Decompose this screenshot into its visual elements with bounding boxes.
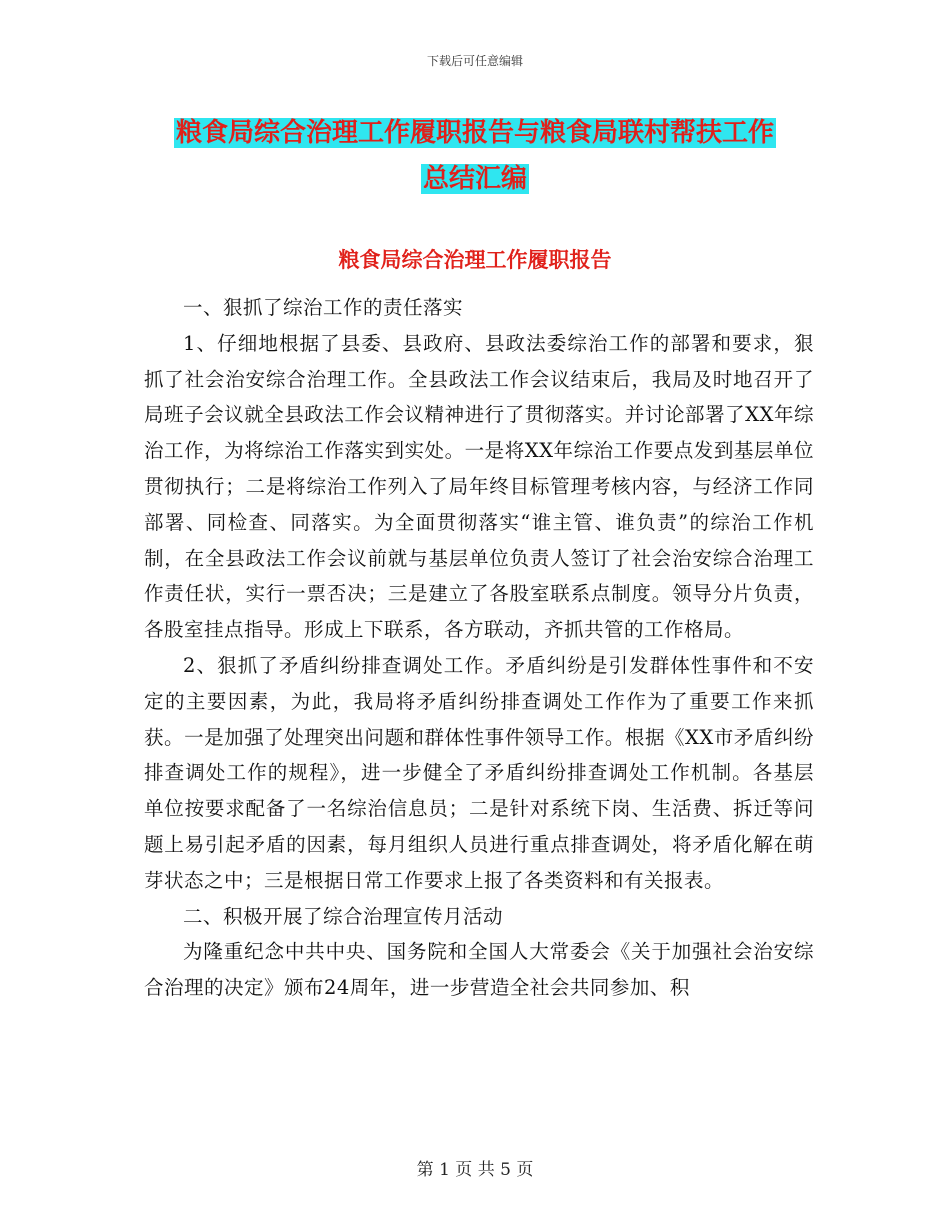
- document-body: [144, 290, 814, 1006]
- header-note: 下载后可任意编辑: [426, 54, 523, 68]
- document-title-line-2: 总结汇编: [422, 164, 527, 194]
- document-title-line-1: 粮食局综合治理工作履职报告与粮食局联村帮扶工作: [175, 118, 774, 148]
- paragraph: 一、狠抓了综治工作的责任落实: [183, 296, 464, 319]
- paragraph: 1、仔细地根据了县委、县政府、县政法委综治工作的部署和要求，狠抓了社会治安综合治理工作。全县政法工作会议结束后，我局及时地召开了局班子会议就全县政法工作会议精神进行了贯彻落实。并讨论部署了XX年综治工作，为将综治工作落实到实处。一是将XX年综治工作要点发到基层单位贯彻执行；二是将综治工作列入了局年终目标管理考核内容，与经济工作同部署、同检查、同落实。为全面贯彻落实“谁主管、谁负责”的综治工作机制，在全县政法工作会议前就与基层单位负责人签订了社会治安综合治理工作责任状，实行一票否决；三是建立了各股室联系点制度。领导分片负责，各股室挂点指导。形成上下联系，各方联动，齐抓共管的工作格局。: [144, 331, 814, 642]
- page-footer: 第 1 页 共 5 页: [416, 1160, 534, 1180]
- paragraph: 2、狠抓了矛盾纠纷排查调处工作。矛盾纠纷是引发群体性事件和不安定的主要因素，为此，我局将矛盾纠纷排查调处工作作为了重要工作来抓获。一是加强了处理突出问题和群体性事件领导工作。根据《XX市矛盾纠纷排查调处工作的规程》，进一步健全了矛盾纠纷排查调处工作机制。各基层单位按要求配备了一名综治信息员；二是针对系统下岗、生活费、拆迁等问题上易引起矛盾的因素，每月组织人员进行重点排查调处，将矛盾化解在萌芽状态之中；三是根据日常工作要求上报了各类资料和有关报表。: [144, 653, 814, 892]
- paragraph: 二、积极开展了综合治理宣传月活动: [183, 904, 504, 928]
- document-title: [0, 110, 950, 202]
- paragraph: 为隆重纪念中共中央、国务院和全国人大常委会《关于加强社会治安综合治理的决定》颁布24周年，进一步营造全社会共同参加、积: [144, 940, 814, 1000]
- section-title: 粮食局综合治理工作履职报告: [338, 248, 612, 272]
